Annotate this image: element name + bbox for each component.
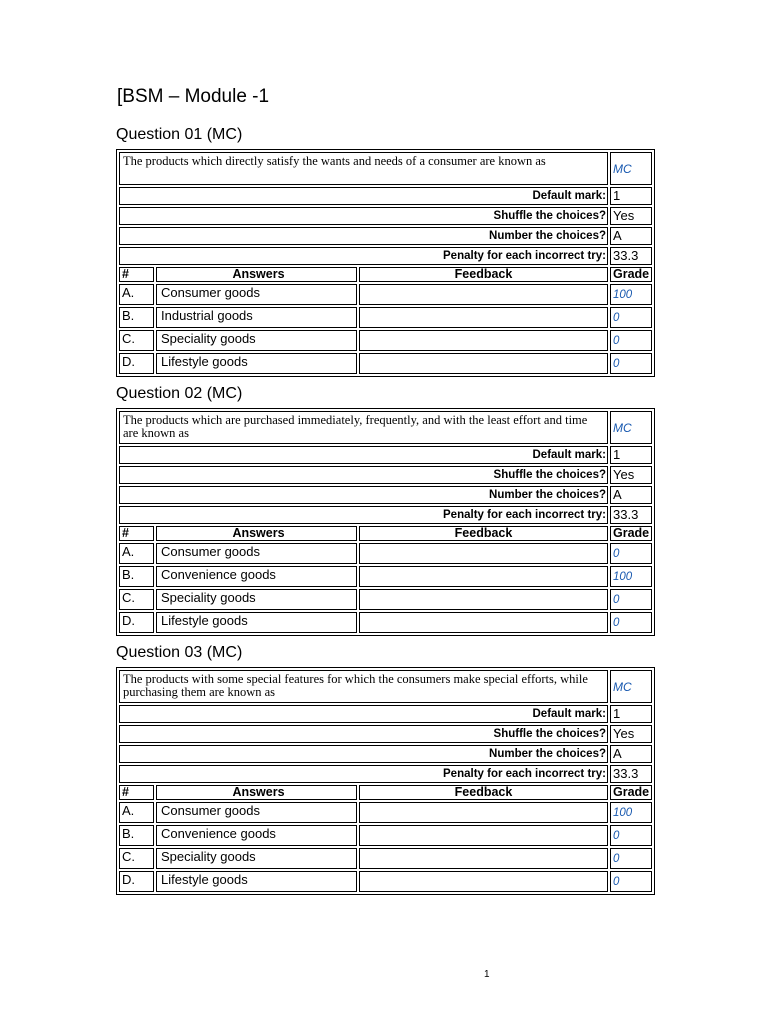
question-text: The products which directly satisfy the wants and needs of a consumer are known as [119,152,608,185]
col-answers-header: Answers [156,267,357,282]
col-answers-header: Answers [156,785,357,800]
penalty-value: 33.3 [610,247,652,265]
penalty-row [118,764,653,784]
penalty-label: Penalty for each incorrect try: [119,247,608,265]
question-text-row [118,410,653,445]
question-text-row [118,669,653,704]
answer-text: Lifestyle goods [156,612,357,633]
answer-text: Convenience goods [156,566,357,587]
shuffle-value: Yes [610,725,652,743]
answer-row [118,329,653,352]
answer-grade: 0 [610,543,652,564]
answer-feedback [359,307,608,328]
col-num-header: # [119,785,154,800]
answer-feedback [359,330,608,351]
col-num-header: # [119,526,154,541]
question-block [116,643,655,895]
answer-row [118,306,653,329]
numbering-row [118,226,653,246]
col-grade-header: Grade [610,526,652,541]
shuffle-label: Shuffle the choices? [119,466,608,484]
col-feedback-header: Feedback [359,785,608,800]
default-mark-row [118,186,653,206]
answer-feedback [359,612,608,633]
answer-feedback [359,566,608,587]
col-answers-header: Answers [156,526,357,541]
answer-grade: 0 [610,353,652,374]
answer-num: B. [119,566,154,587]
answers-header-row [118,525,653,542]
question-type: MC [610,670,652,703]
numbering-label: Number the choices? [119,745,608,763]
col-grade-header: Grade [610,785,652,800]
shuffle-label: Shuffle the choices? [119,207,608,225]
answer-row [118,847,653,870]
answer-num: C. [119,848,154,869]
answer-row [118,283,653,306]
col-feedback-header: Feedback [359,267,608,282]
numbering-value: A [610,486,652,504]
numbering-row [118,485,653,505]
penalty-value: 33.3 [610,765,652,783]
answer-num: A. [119,802,154,823]
question-block [116,125,655,377]
answer-text: Lifestyle goods [156,871,357,892]
question-heading: Question 01 (MC) [116,126,243,143]
answer-grade: 0 [610,612,652,633]
answer-text: Industrial goods [156,307,357,328]
question-type: MC [610,411,652,444]
answer-feedback [359,802,608,823]
answer-num: D. [119,612,154,633]
answer-grade: 0 [610,330,652,351]
answer-grade: 100 [610,802,652,823]
answer-num: B. [119,825,154,846]
numbering-label: Number the choices? [119,486,608,504]
question-heading: Question 02 (MC) [116,385,243,402]
answer-feedback [359,353,608,374]
answer-grade: 0 [610,589,652,610]
answer-text: Lifestyle goods [156,353,357,374]
document-title: [BSM – Module -1 [117,86,270,107]
answer-feedback [359,543,608,564]
answers-header-row [118,784,653,801]
penalty-row [118,246,653,266]
answer-row [118,611,653,634]
answer-grade: 100 [610,284,652,305]
shuffle-value: Yes [610,466,652,484]
answer-num: A. [119,284,154,305]
answer-grade: 0 [610,848,652,869]
default-mark-label: Default mark: [119,446,608,464]
penalty-label: Penalty for each incorrect try: [119,765,608,783]
question-text: The products which are purchased immediately, frequently, and with the least effort and time are known as [119,411,608,444]
question-heading: Question 03 (MC) [116,644,243,661]
answer-feedback [359,589,608,610]
answer-num: D. [119,871,154,892]
answer-num: C. [119,330,154,351]
default-mark-value: 1 [610,446,652,464]
answers-header-row [118,266,653,283]
penalty-label: Penalty for each incorrect try: [119,506,608,524]
answer-grade: 0 [610,307,652,328]
shuffle-label: Shuffle the choices? [119,725,608,743]
question-text: The products with some special features for which the consumers make special efforts, while purchasing them are known as [119,670,608,703]
numbering-value: A [610,745,652,763]
default-mark-row [118,445,653,465]
shuffle-row [118,724,653,744]
answer-text: Convenience goods [156,825,357,846]
answer-text: Speciality goods [156,848,357,869]
penalty-value: 33.3 [610,506,652,524]
default-mark-value: 1 [610,705,652,723]
answer-text: Consumer goods [156,802,357,823]
answer-row [118,542,653,565]
answer-row [118,870,653,893]
answer-grade: 100 [610,566,652,587]
answer-text: Consumer goods [156,284,357,305]
answer-feedback [359,284,608,305]
numbering-label: Number the choices? [119,227,608,245]
answer-num: C. [119,589,154,610]
default-mark-label: Default mark: [119,187,608,205]
answer-row [118,588,653,611]
default-mark-value: 1 [610,187,652,205]
page-number: 1 [484,969,490,980]
answer-num: D. [119,353,154,374]
answer-row [118,801,653,824]
default-mark-label: Default mark: [119,705,608,723]
col-num-header: # [119,267,154,282]
answer-feedback [359,848,608,869]
question-table [116,408,655,636]
shuffle-value: Yes [610,207,652,225]
answer-num: A. [119,543,154,564]
answer-num: B. [119,307,154,328]
col-grade-header: Grade [610,267,652,282]
question-type: MC [610,152,652,185]
shuffle-row [118,465,653,485]
question-block [116,384,655,636]
answer-grade: 0 [610,871,652,892]
answer-row [118,824,653,847]
shuffle-row [118,206,653,226]
answer-text: Speciality goods [156,330,357,351]
answer-row [118,352,653,375]
numbering-row [118,744,653,764]
numbering-value: A [610,227,652,245]
answer-feedback [359,871,608,892]
question-table [116,667,655,895]
question-text-row [118,151,653,186]
question-table [116,149,655,377]
answer-row [118,565,653,588]
answer-text: Speciality goods [156,589,357,610]
col-feedback-header: Feedback [359,526,608,541]
answer-feedback [359,825,608,846]
answer-text: Consumer goods [156,543,357,564]
answer-grade: 0 [610,825,652,846]
penalty-row [118,505,653,525]
default-mark-row [118,704,653,724]
